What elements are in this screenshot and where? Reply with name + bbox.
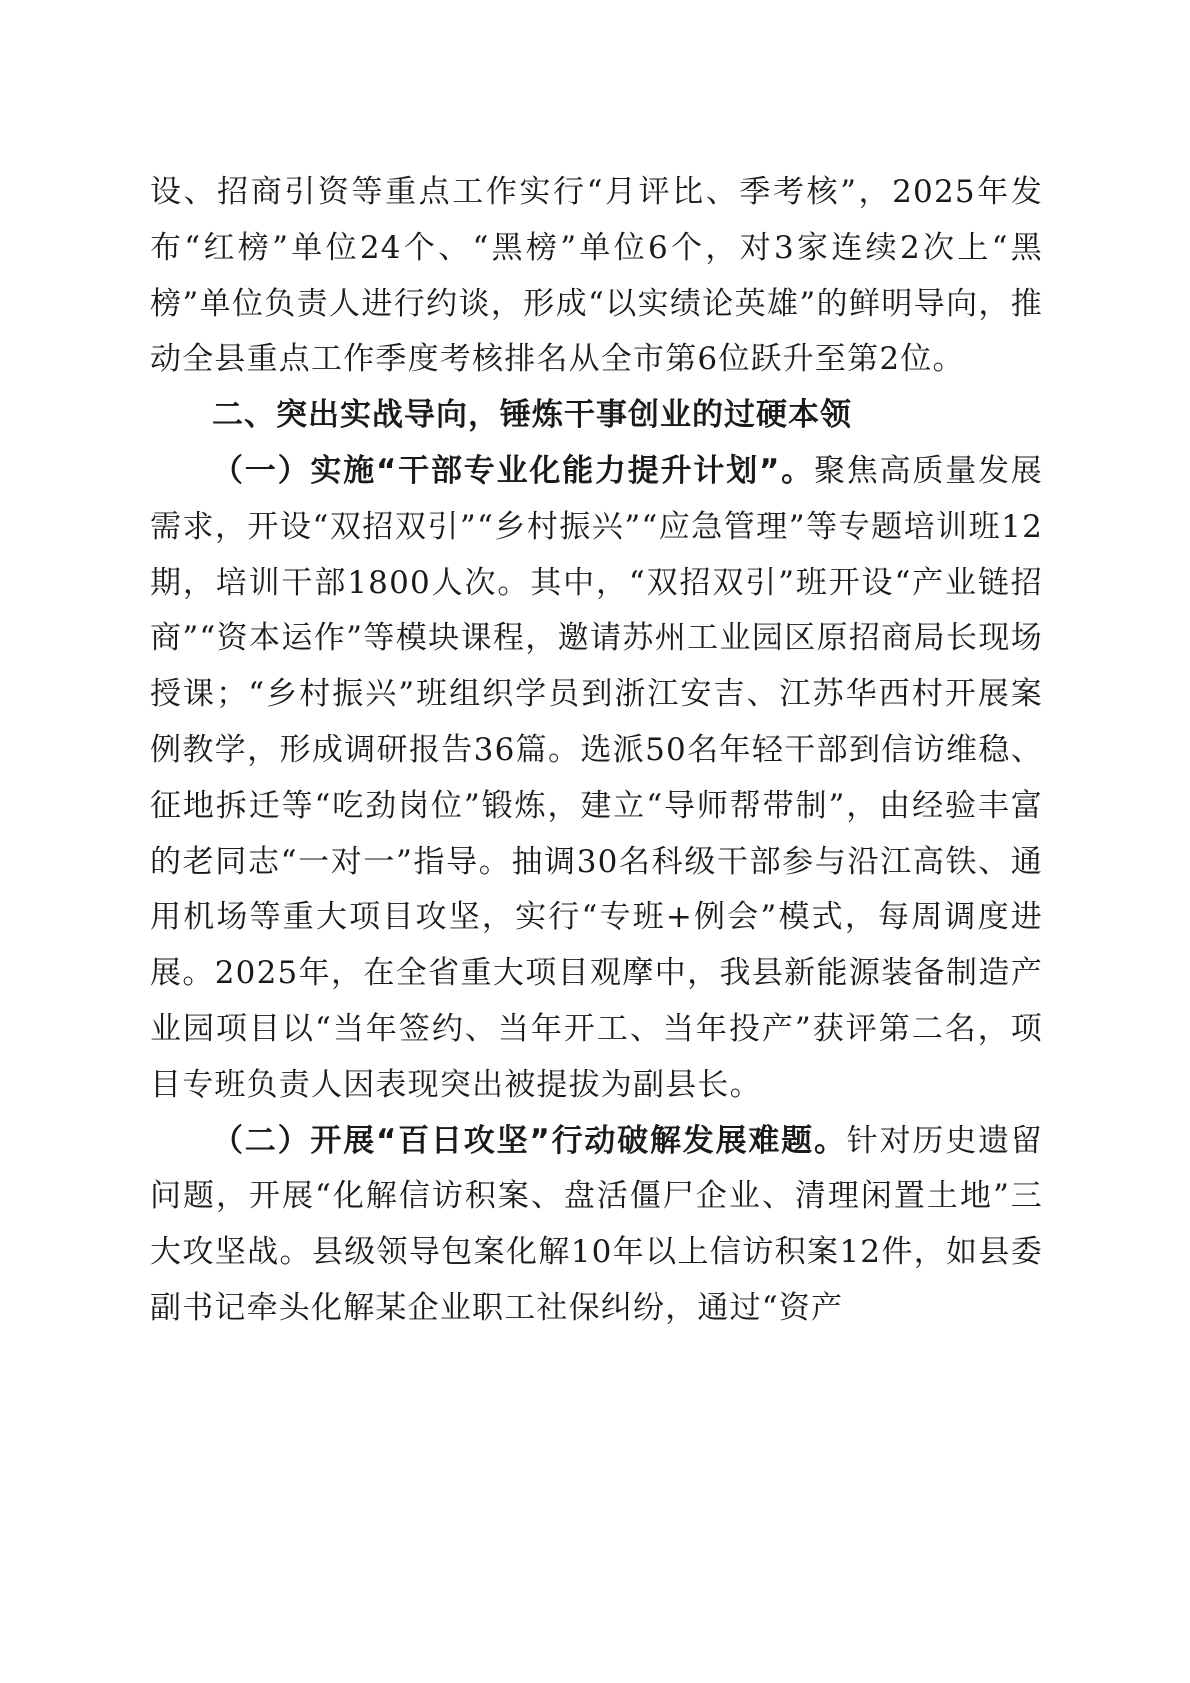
section-paragraph-2 xyxy=(150,1114,1043,1337)
subsection-body-1: 聚焦高质量发展需求，开设“双招双引”“乡村振兴”“应急管理”等专题培训班12期，培训干部1800人次。其中，“双招双引”班开设“产业链招商”“资本运作”等模块课程，邀请苏州工业园区原招商局长现场授课；“乡村振兴”班组织学员到浙江安吉、江苏华西村开展案例教学，形成调研报告36篇。选派50名年轻干部到信访维稳、征地拆迁等“吃劲岗位”锻炼，建立“导师帮带制”，由经验丰富的老同志“一对一”指导。抽调30名科级干部参与沿江高铁、通用机场等重大项目攻坚，实行“专班+例会”模式，每周调度进展。2025年，在全省重大项目观摩中，我县新能源装备制造产业园项目以“当年签约、当年开工、当年投产”获评第二名，项目专班负责人因表现突出被提拔为副县长。 xyxy=(150,452,1043,1103)
continuation-paragraph: 设、招商引资等重点工作实行“月评比、季考核”，2025年发布“红榜”单位24个、“黑榜”单位6个，对3家连续2次上“黑榜”单位负责人进行约谈，形成“以实绩论英雄”的鲜明导向，推动全县重点工作季度考核排名从全市第6位跃升至第2位。 xyxy=(150,174,1043,378)
section-heading: 二、突出实战导向，锤炼干事创业的过硬本领 xyxy=(212,397,852,434)
document-body xyxy=(150,165,1043,1337)
section-paragraph-1 xyxy=(150,444,1043,1114)
subsection-title-1: （一）实施“干部专业化能力提升计划”。 xyxy=(212,452,814,489)
subsection-title-2: （二）开展“百日攻坚”行动破解发展难题。 xyxy=(212,1122,847,1159)
subsection-body-2: 针对历史遗留问题，开展“化解信访积案、盘活僵尸企业、清理闲置土地”三大攻坚战。县级领导包案化解10年以上信访积案12件，如县委副书记牵头化解某企业职工社保纠纷，通过“资产 xyxy=(150,1122,1044,1326)
